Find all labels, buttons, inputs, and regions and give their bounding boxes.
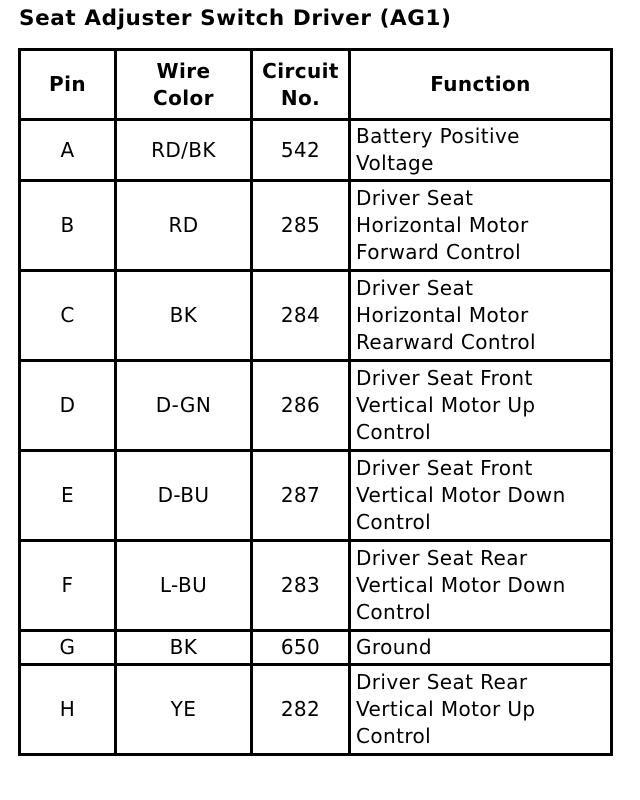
header-pin: Pin <box>20 50 116 120</box>
table-row <box>20 451 612 541</box>
cell-pin: E <box>20 451 116 541</box>
table-row <box>20 631 612 665</box>
header-wire-color-line: Wire <box>156 58 211 83</box>
function-line: Ground <box>356 635 432 659</box>
cell-function <box>350 361 612 451</box>
table-body <box>20 120 612 755</box>
function-line: Battery Positive <box>356 124 520 148</box>
cell-circuit-no: 282 <box>252 665 350 755</box>
header-circuit-no-line: Circuit <box>262 58 339 83</box>
function-line: Driver Seat Rear <box>356 546 528 570</box>
function-line: Control <box>356 724 432 748</box>
table-row <box>20 120 612 181</box>
function-line: Driver Seat <box>356 186 474 210</box>
table-row <box>20 181 612 271</box>
function-line: Horizontal Motor <box>356 213 529 237</box>
cell-wire-color: D-BU <box>116 451 252 541</box>
cell-function <box>350 665 612 755</box>
cell-pin: H <box>20 665 116 755</box>
cell-function <box>350 451 612 541</box>
function-line: Vertical Motor Up <box>356 393 536 417</box>
cell-circuit-no: 650 <box>252 631 350 665</box>
cell-wire-color: BK <box>116 631 252 665</box>
table-row <box>20 541 612 631</box>
cell-pin: F <box>20 541 116 631</box>
cell-circuit-no: 284 <box>252 271 350 361</box>
function-line: Voltage <box>356 151 434 175</box>
cell-function <box>350 541 612 631</box>
function-line: Vertical Motor Up <box>356 697 536 721</box>
function-line: Control <box>356 600 432 624</box>
function-line: Driver Seat Front <box>356 456 533 480</box>
cell-circuit-no: 542 <box>252 120 350 181</box>
cell-pin: B <box>20 181 116 271</box>
cell-circuit-no: 283 <box>252 541 350 631</box>
cell-pin: D <box>20 361 116 451</box>
header-circuit-no <box>252 50 350 120</box>
table-row <box>20 271 612 361</box>
function-line: Control <box>356 420 432 444</box>
function-line: Forward Control <box>356 240 522 264</box>
function-line: Vertical Motor Down <box>356 483 566 507</box>
header-circuit-no-line: No. <box>280 85 321 110</box>
function-line: Vertical Motor Down <box>356 573 566 597</box>
cell-function <box>350 271 612 361</box>
page-title: Seat Adjuster Switch Driver (AG1) <box>19 6 452 31</box>
cell-circuit-no: 285 <box>252 181 350 271</box>
cell-circuit-no: 286 <box>252 361 350 451</box>
cell-pin: C <box>20 271 116 361</box>
header-wire-color <box>116 50 252 120</box>
function-line: Rearward Control <box>356 330 537 354</box>
cell-pin: A <box>20 120 116 181</box>
header-function: Function <box>350 50 612 120</box>
function-line: Driver Seat Rear <box>356 670 528 694</box>
table-header-row <box>20 50 612 120</box>
header-wire-color-line: Color <box>153 85 214 110</box>
cell-circuit-no: 287 <box>252 451 350 541</box>
cell-wire-color: L-BU <box>116 541 252 631</box>
table-row <box>20 665 612 755</box>
cell-pin: G <box>20 631 116 665</box>
cell-wire-color: YE <box>116 665 252 755</box>
function-line: Driver Seat Front <box>356 366 533 390</box>
cell-wire-color: BK <box>116 271 252 361</box>
function-line: Control <box>356 510 432 534</box>
cell-function <box>350 120 612 181</box>
function-line: Driver Seat <box>356 276 474 300</box>
cell-wire-color: RD/BK <box>116 120 252 181</box>
cell-wire-color: D-GN <box>116 361 252 451</box>
cell-function <box>350 631 612 665</box>
pin-table <box>18 48 613 756</box>
cell-wire-color: RD <box>116 181 252 271</box>
cell-function <box>350 181 612 271</box>
table-row <box>20 361 612 451</box>
function-line: Horizontal Motor <box>356 303 529 327</box>
